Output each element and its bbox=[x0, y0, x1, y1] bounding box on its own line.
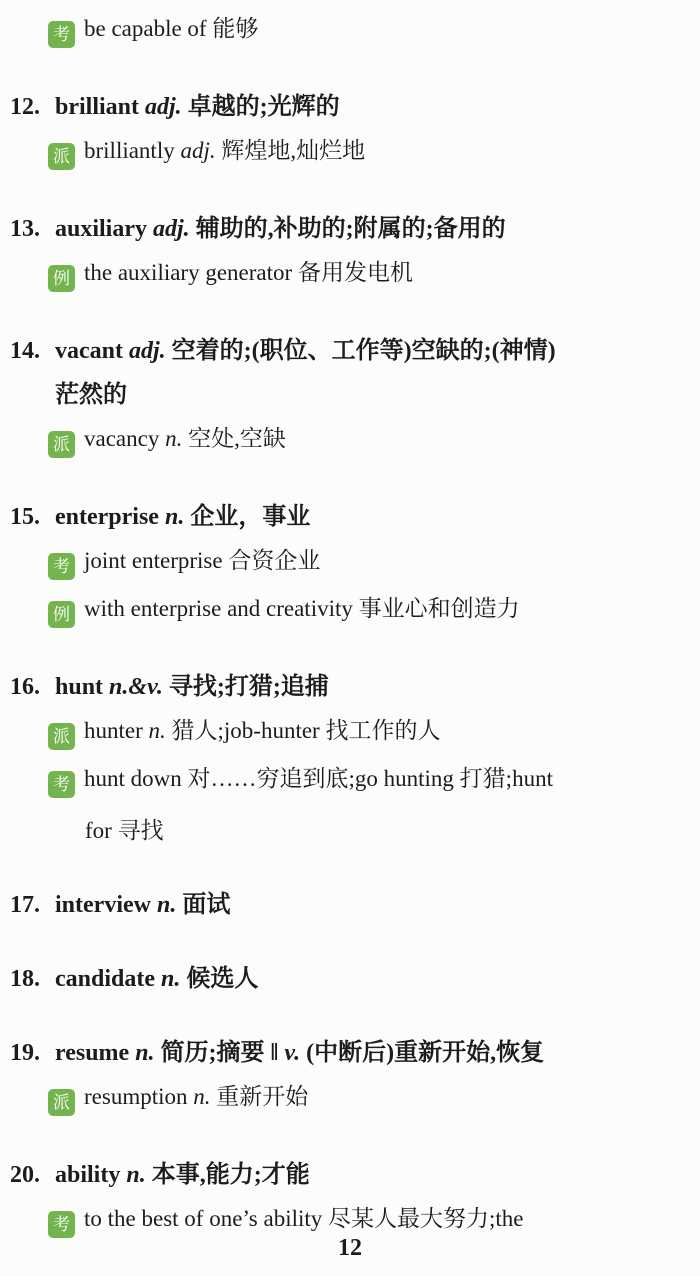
text-segment: 猎人; bbox=[165, 718, 224, 743]
badge-example-icon: 例 bbox=[48, 265, 75, 292]
sub-continuation-line bbox=[0, 816, 700, 846]
text-segment: n.&v. bbox=[109, 674, 163, 700]
text-segment: 辅助的,补助的;附属的;备用的 bbox=[189, 216, 506, 242]
vocabulary-list bbox=[0, 14, 700, 1238]
sub-line bbox=[0, 594, 700, 628]
text-segment: joint enterprise bbox=[84, 548, 229, 573]
text-segment: adj. bbox=[180, 138, 216, 163]
text-segment: 卓越的;光辉的 bbox=[181, 94, 340, 120]
text-segment: 寻找 bbox=[117, 818, 164, 843]
entry-line bbox=[0, 336, 700, 366]
text-segment: 茫然的 bbox=[55, 382, 127, 408]
text-segment: 简历;摘要 ‖ bbox=[154, 1040, 285, 1066]
sub-line bbox=[0, 136, 700, 170]
badge-exam-point-icon: 考 bbox=[48, 771, 75, 798]
entry-number: 20. bbox=[10, 1162, 40, 1188]
entry-line bbox=[0, 1160, 700, 1190]
text-segment: 能够 bbox=[212, 16, 259, 41]
sub-line bbox=[0, 764, 700, 798]
text-segment: hunt bbox=[512, 766, 553, 791]
text-segment: be capable of bbox=[84, 16, 213, 41]
text-segment: hunt down bbox=[84, 766, 188, 791]
sub-line bbox=[0, 1204, 700, 1238]
sub-line bbox=[0, 258, 700, 292]
badge-derivative-icon: 派 bbox=[48, 431, 75, 458]
entry-number: 13. bbox=[10, 216, 40, 242]
text-segment: 对……穷追到底; bbox=[187, 766, 355, 791]
text-segment: 本事,能力;才能 bbox=[145, 1162, 310, 1188]
entry-line bbox=[0, 1038, 700, 1068]
entry-line bbox=[0, 502, 700, 532]
text-segment: vacant bbox=[55, 338, 129, 364]
badge-exam-point-icon: 考 bbox=[48, 1211, 75, 1238]
entry-line bbox=[0, 92, 700, 122]
entry-number: 18. bbox=[10, 966, 40, 992]
text-segment: job-hunter bbox=[223, 718, 326, 743]
text-segment: 空着的;(职位、工作等)空缺的;(神情) bbox=[165, 338, 556, 364]
entry-line bbox=[0, 890, 700, 920]
text-segment: n. bbox=[165, 426, 183, 451]
sub-line bbox=[0, 14, 700, 48]
text-segment: for bbox=[85, 818, 118, 843]
text-segment: the bbox=[495, 1206, 524, 1231]
text-segment: n. bbox=[156, 892, 177, 918]
text-segment: 合资企业 bbox=[228, 548, 321, 573]
entry-number: 19. bbox=[10, 1040, 40, 1066]
sub-line bbox=[0, 1082, 700, 1116]
text-segment: 打猎; bbox=[459, 766, 513, 791]
text-segment: 辉煌地,灿烂地 bbox=[215, 138, 366, 163]
text-segment: vacancy bbox=[84, 426, 166, 451]
text-segment: n. bbox=[161, 966, 181, 992]
entry-line bbox=[0, 672, 700, 702]
text-segment: 候选人 bbox=[180, 966, 259, 992]
text-segment: n. bbox=[148, 718, 166, 743]
badge-derivative-icon: 派 bbox=[48, 143, 75, 170]
entry-number: 15. bbox=[10, 504, 40, 530]
text-segment: n. bbox=[135, 1040, 155, 1066]
text-segment: n. bbox=[164, 504, 185, 530]
entry-line bbox=[0, 214, 700, 244]
badge-exam-point-icon: 考 bbox=[48, 553, 75, 580]
text-segment: hunter bbox=[84, 718, 149, 743]
page-footer bbox=[0, 1235, 700, 1262]
text-segment: to the best of one’s ability bbox=[84, 1206, 329, 1231]
sub-line bbox=[0, 424, 700, 458]
badge-example-icon: 例 bbox=[48, 601, 75, 628]
sub-line bbox=[0, 716, 700, 750]
text-segment: 寻找;打猎;追捕 bbox=[162, 674, 329, 700]
page-number: 12 bbox=[338, 1235, 362, 1261]
entry-continuation-line bbox=[0, 380, 700, 410]
text-segment: n. bbox=[193, 1084, 211, 1109]
sub-line bbox=[0, 546, 700, 580]
text-segment: go hunting bbox=[354, 766, 460, 791]
text-segment: ability bbox=[55, 1162, 127, 1188]
entry-number: 12. bbox=[10, 94, 40, 120]
text-segment: resumption bbox=[84, 1084, 194, 1109]
entry-number: 17. bbox=[10, 892, 40, 918]
text-segment: interview bbox=[55, 892, 157, 918]
text-segment: 尽某人最大努力; bbox=[328, 1206, 496, 1231]
text-segment: 面试 bbox=[176, 892, 231, 918]
text-segment: 找工作的人 bbox=[325, 718, 441, 743]
badge-derivative-icon: 派 bbox=[48, 723, 75, 750]
text-segment: n. bbox=[126, 1162, 146, 1188]
badge-derivative-icon: 派 bbox=[48, 1089, 75, 1116]
text-segment: hunt bbox=[55, 674, 110, 700]
text-segment: 备用发电机 bbox=[297, 260, 413, 285]
text-segment: candidate bbox=[55, 966, 162, 992]
text-segment: brilliantly bbox=[84, 138, 181, 163]
text-segment: enterprise bbox=[55, 504, 165, 530]
entry-number: 16. bbox=[10, 674, 40, 700]
entry-line bbox=[0, 964, 700, 994]
text-segment: 空处,空缺 bbox=[182, 426, 286, 451]
text-segment: v. bbox=[284, 1040, 301, 1066]
text-segment: 事业心和创造力 bbox=[358, 596, 520, 621]
text-segment: adj. bbox=[129, 338, 166, 364]
text-segment: 企业，事业 bbox=[184, 504, 311, 530]
text-segment: adj. bbox=[145, 94, 182, 120]
badge-exam-point-icon: 考 bbox=[48, 21, 75, 48]
text-segment: brilliant bbox=[55, 94, 146, 120]
text-segment: auxiliary bbox=[55, 216, 154, 242]
text-segment: the auxiliary generator bbox=[84, 260, 298, 285]
text-segment: (中断后)重新开始,恢复 bbox=[300, 1040, 545, 1066]
text-segment: adj. bbox=[153, 216, 190, 242]
text-segment: with enterprise and creativity bbox=[84, 596, 359, 621]
text-segment: 重新开始 bbox=[210, 1084, 309, 1109]
text-segment: resume bbox=[55, 1040, 136, 1066]
entry-number: 14. bbox=[10, 338, 40, 364]
